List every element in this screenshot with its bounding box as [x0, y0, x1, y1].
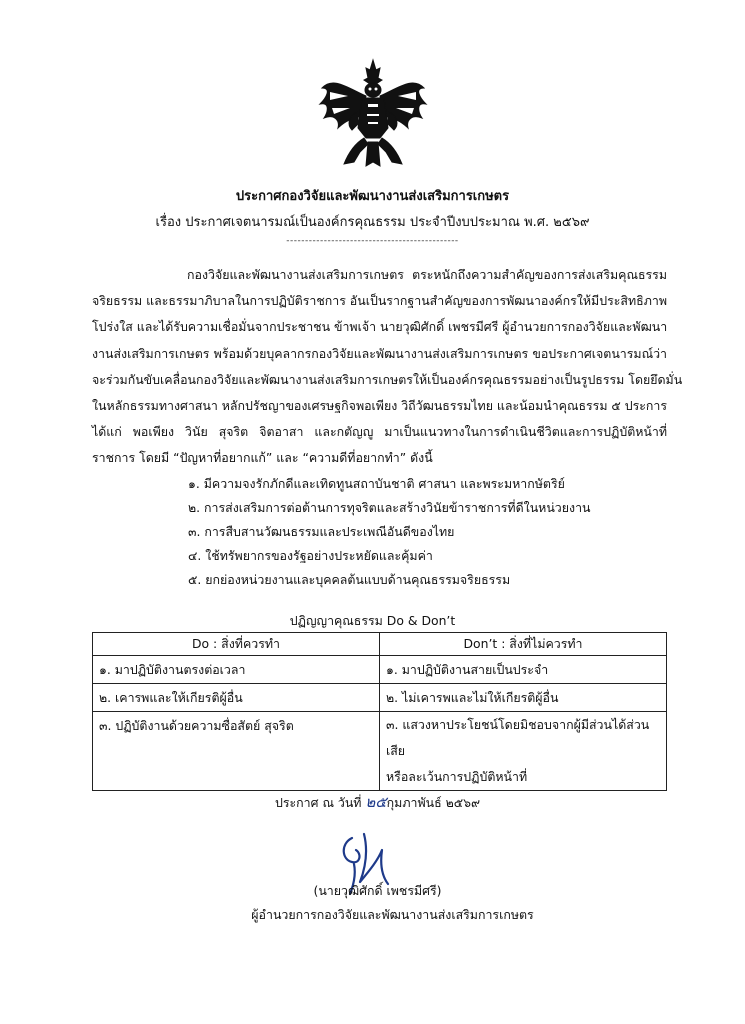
- date-prefix: ประกาศ ณ วันที่: [275, 795, 362, 810]
- dont-cell-line: ๓. แสวงหาประโยชน์โดยมิชอบจากผู้มีส่วนได้ส่วนเสีย: [386, 717, 650, 758]
- body-paragraph: [92, 262, 683, 472]
- do-cell: ๓. ปฏิบัติงานด้วยความซื่อสัตย์ สุจริต: [93, 712, 380, 791]
- table-caption: ปฏิญญาคุณธรรม Do & Don’t: [289, 613, 456, 628]
- do-cell: ๒. เคารพและให้เกียรติผู้อื่น: [93, 684, 380, 712]
- announcement-subject: เรื่อง ประกาศเจตนารมณ์เป็นองค์กรคุณธรรม ประจำปีงบประมาณ พ.ศ. ๒๕๖๙: [155, 215, 590, 230]
- dont-cell: [380, 712, 667, 791]
- date-day-handwritten: ๒๕: [365, 793, 387, 811]
- paragraph-line: จะร่วมกันขับเคลื่อนกองวิจัยและพัฒนางานส่งเสริมการเกษตรให้เป็นองค์กรคุณธรรมอย่างเป็นรูปธรรม โดยยึดมั่น: [92, 371, 683, 387]
- do-dont-table: [92, 632, 667, 791]
- paragraph-line: กองวิจัยและพัฒนางานส่งเสริมการเกษตร ตระหนักถึงความสำคัญของการส่งเสริมคุณธรรม: [187, 267, 667, 282]
- paragraph-line: งานส่งเสริมการเกษตร พร้อมด้วยบุคลากรกองวิจัยและพัฒนางานส่งเสริมการเกษตร ขอประกาศเจตนารมณ์ว่า: [92, 345, 667, 361]
- table-row: [93, 684, 667, 712]
- paragraph-line: ได้แก่ พอเพียง วินัย สุจริต จิตอาสา และกตัญญู มาเป็นแนวทางในการดำเนินชีวิตและการปฏิบัติหน้าที่: [92, 424, 667, 440]
- dont-header: Don’t : สิ่งที่ไม่ควรทำ: [380, 633, 667, 656]
- dont-cell-line: หรือละเว้นการปฏิบัติหน้าที่: [386, 769, 528, 784]
- announcement-title: ประกาศกองวิจัยและพัฒนางานส่งเสริมการเกษตร: [235, 189, 510, 204]
- list-item: ๑. มีความจงรักภักดีและเทิดทูนสถาบันชาติ ศาสนา และพระมหากษัตริย์: [188, 476, 565, 491]
- paragraph-line: จริยธรรม และธรรมาภิบาลในการปฏิบัติราชการ อันเป็นรากฐานสำคัญของการพัฒนาองค์กรให้มีประสิทธิภาพ: [92, 293, 667, 309]
- date-suffix: กุมภาพันธ์ ๒๕๖๙: [386, 795, 481, 810]
- values-list: [188, 472, 591, 592]
- announcement-date: [275, 790, 480, 814]
- do-cell: ๑. มาปฏิบัติงานตรงต่อเวลา: [93, 656, 380, 684]
- table-row: [93, 712, 667, 791]
- paragraph-line: โปร่งใส และได้รับความเชื่อมั่นจากประชาชน ข้าพเจ้า นายวุฒิศักดิ์ เพชรมีศรี ผู้อำนวยการกองวิจัยและพัฒนา: [92, 319, 668, 335]
- signatory-position: ผู้อำนวยการกองวิจัยและพัฒนางานส่งเสริมการเกษตร: [251, 907, 534, 922]
- dont-cell: ๒. ไม่เคารพและไม่ให้เกียรติผู้อื่น: [380, 684, 667, 712]
- list-item: ๒. การส่งเสริมการต่อต้านการทุจริตและสร้างวินัยข้าราชการที่ดีในหน่วยงาน: [188, 500, 591, 515]
- do-header: Do : สิ่งที่ควรทำ: [93, 633, 380, 656]
- table-header-row: [93, 633, 667, 656]
- table-row: [93, 656, 667, 684]
- paragraph-line: ราชการ โดยมี “ปัญหาที่อยากแก้” และ “ความดีที่อยากทำ” ดังนี้: [92, 450, 433, 466]
- list-item: ๕. ยกย่องหน่วยงานและบุคคลต้นแบบด้านคุณธรรมจริยธรรม: [188, 572, 511, 587]
- list-item: ๔. ใช้ทรัพยากรของรัฐอย่างประหยัดและคุ้มค่า: [188, 548, 433, 563]
- signatory-name: (นายวุฒิศักดิ์ เพชรมีศรี): [313, 883, 442, 898]
- paragraph-line: ในหลักธรรมทางศาสนา หลักปรัชญาของเศรษฐกิจพอเพียง วิถีวัฒนธรรมไทย และน้อมนำคุณธรรม ๕ ประการ: [92, 397, 668, 413]
- garuda-emblem-icon: [318, 58, 428, 170]
- dont-cell: ๑. มาปฏิบัติงานสายเป็นประจำ: [380, 656, 667, 684]
- separator-line: ----------------------------------------------: [286, 236, 459, 246]
- list-item: ๓. การสืบสานวัฒนธรรมและประเพณีอันดีของไทย: [188, 524, 455, 539]
